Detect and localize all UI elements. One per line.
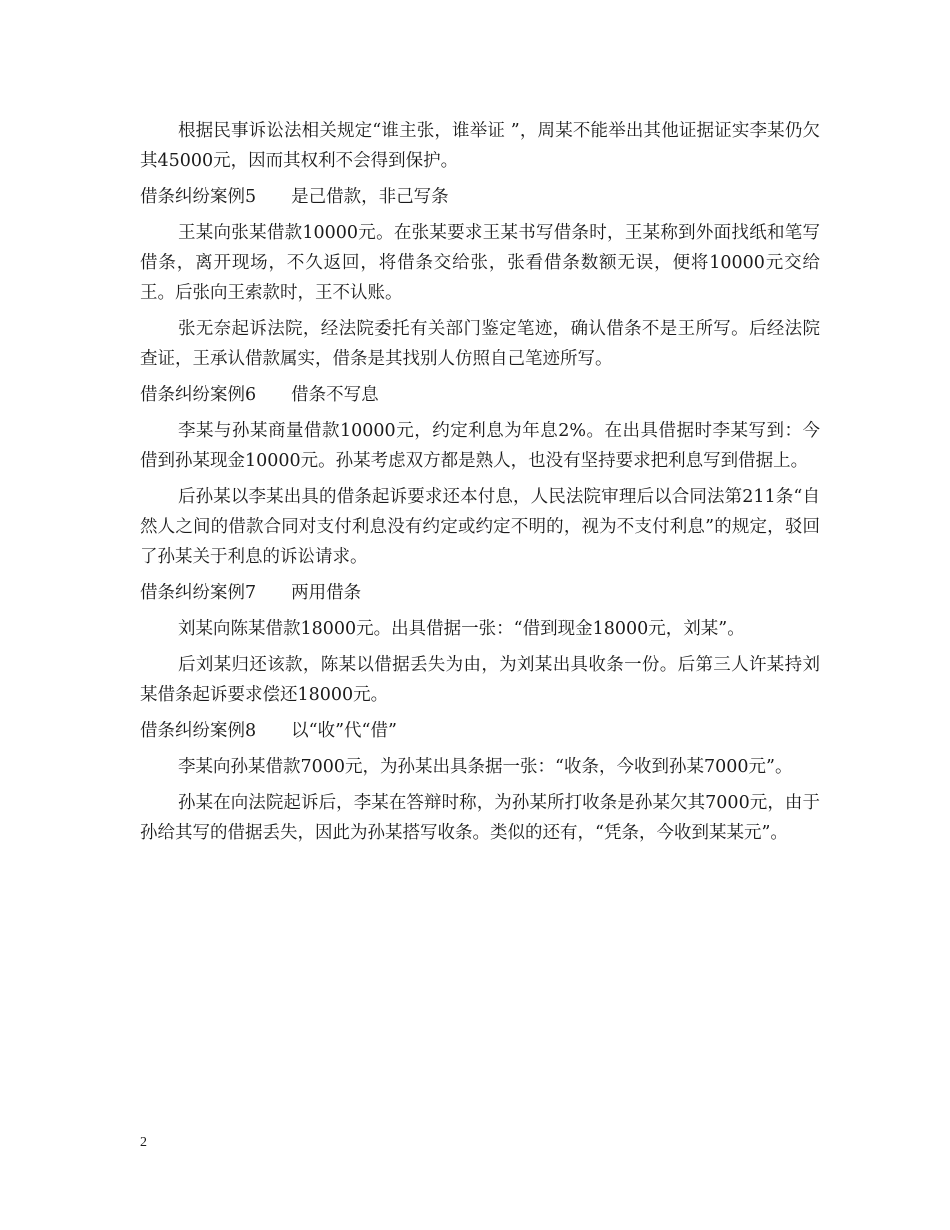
paragraph: 李某与孙某商量借款10000元，约定利息为年息2%。在出具借据时李某写到：今借到孙某现金10000元。孙某考虑双方都是熟人，也没有坚持要求把利息写到借据上。 <box>140 421 820 471</box>
paragraph: 后刘某归还该款，陈某以借据丢失为由，为刘某出具收条一份。后第三人许某持刘某借条起诉要求偿还18000元。 <box>140 655 820 705</box>
paragraph: 刘某向陈某借款18000元。出具借据一张：“借到现金18000元，刘某”。 <box>178 619 745 639</box>
case-heading-7: 借条纠纷案例7 两用借条 <box>140 583 362 603</box>
case-heading-5: 借条纠纷案例5 是己借款，非己写条 <box>140 187 449 207</box>
page-number: 2 <box>140 1135 147 1150</box>
case-heading-8: 借条纠纷案例8 以“收”代“借” <box>140 721 397 741</box>
paragraph: 张无奈起诉法院，经法院委托有关部门鉴定笔迹，确认借条不是王所写。后经法院查证，王承认借款属实，借条是其找别人仿照自己笔迹所写。 <box>140 319 820 369</box>
paragraph: 李某向孙某借款7000元，为孙某出具条据一张：“收条，今收到孙某7000元”。 <box>178 757 793 777</box>
paragraph: 根据民事诉讼法相关规定“谁主张，谁举证 ”，周某不能举出其他证据证实李某仍欠其45000元，因而其权利不会得到保护。 <box>140 121 820 171</box>
paragraph: 后孙某以李某出具的借条起诉要求还本付息，人民法院审理后以合同法第211条“自然人之间的借款合同对支付利息没有约定或约定不明的，视为不支付利息”的规定，驳回了孙某关于利息的诉讼请求。 <box>140 487 820 567</box>
paragraph: 孙某在向法院起诉后，李某在答辩时称，为孙某所打收条是孙某欠其7000元，由于孙给其写的借据丢失，因此为孙某搭写收条。类似的还有，“凭条，今收到某某元”。 <box>140 793 820 843</box>
case-heading-6: 借条纠纷案例6 借条不写息 <box>140 385 379 405</box>
document-body <box>140 116 820 854</box>
paragraph: 王某向张某借款10000元。在张某要求王某书写借条时，王某称到外面找纸和笔写借条，离开现场，不久返回，将借条交给张，张看借条数额无误，便将10000元交给王。后张向王索款时，王不认账。 <box>140 223 820 303</box>
